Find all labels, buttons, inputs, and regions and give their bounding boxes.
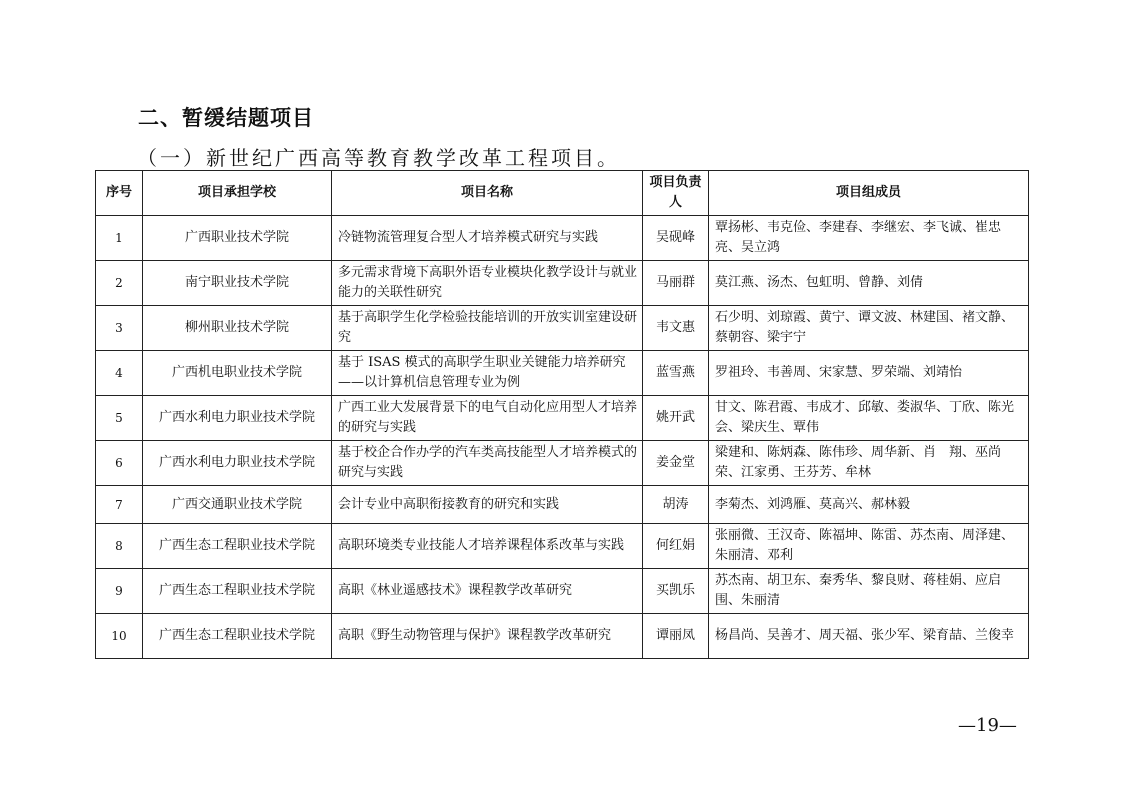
table-row — [96, 569, 1029, 614]
table-row — [96, 306, 1029, 351]
row-leader: 姜金堂 — [643, 441, 709, 486]
table-row — [96, 216, 1029, 261]
row-members: 张丽微、王汉奇、陈福坤、陈雷、苏杰南、周泽建、朱丽清、邓利 — [709, 524, 1029, 569]
row-leader: 韦文惠 — [643, 306, 709, 351]
row-school: 广西水利电力职业技术学院 — [143, 441, 332, 486]
table-row — [96, 261, 1029, 306]
row-index: 3 — [96, 306, 143, 351]
row-index: 1 — [96, 216, 143, 261]
row-school: 广西职业技术学院 — [143, 216, 332, 261]
row-index: 7 — [96, 486, 143, 524]
row-project-name: 基于校企合作办学的汽车类高技能型人才培养模式的研究与实践 — [332, 441, 643, 486]
row-index: 2 — [96, 261, 143, 306]
row-index: 9 — [96, 569, 143, 614]
section-heading: 二、暂缓结题项目 — [138, 106, 314, 130]
table-row — [96, 524, 1029, 569]
row-members: 覃扬彬、韦克俭、李建春、李继宏、李飞诚、崔忠亮、吴立鸿 — [709, 216, 1029, 261]
row-leader: 何红娟 — [643, 524, 709, 569]
subsection-heading: （一）新世纪广西高等教育教学改革工程项目。 — [137, 146, 620, 170]
row-members: 罗祖玲、韦善周、宋家慧、罗荣端、刘靖怡 — [709, 351, 1029, 396]
header-name: 项目名称 — [332, 171, 643, 216]
row-index: 10 — [96, 614, 143, 659]
table-row — [96, 351, 1029, 396]
row-project-name: 基于 ISAS 模式的高职学生职业关键能力培养研究——以计算机信息管理专业为例 — [332, 351, 643, 396]
page-number: —19— — [958, 715, 1017, 736]
row-project-name: 多元需求背境下高职外语专业模块化教学设计与就业能力的关联性研究 — [332, 261, 643, 306]
table-row — [96, 396, 1029, 441]
row-project-name: 高职《林业遥感技术》课程教学改革研究 — [332, 569, 643, 614]
row-index: 4 — [96, 351, 143, 396]
table-row — [96, 486, 1029, 524]
header-members: 项目组成员 — [709, 171, 1029, 216]
row-members: 莫江燕、汤杰、包虹明、曾静、刘倩 — [709, 261, 1029, 306]
row-project-name: 高职《野生动物管理与保护》课程教学改革研究 — [332, 614, 643, 659]
row-project-name: 冷链物流管理复合型人才培养模式研究与实践 — [332, 216, 643, 261]
row-members: 甘文、陈君霞、韦成才、邱敏、娄淑华、丁欣、陈光会、梁庆生、覃伟 — [709, 396, 1029, 441]
row-members: 梁建和、陈炳森、陈伟珍、周华新、肖 翔、巫尚荣、江家勇、王芬芳、牟林 — [709, 441, 1029, 486]
row-project-name: 基于高职学生化学检验技能培训的开放实训室建设研究 — [332, 306, 643, 351]
row-members: 苏杰南、胡卫东、秦秀华、黎良财、蒋桂娟、应启围、朱丽清 — [709, 569, 1029, 614]
row-school: 广西生态工程职业技术学院 — [143, 569, 332, 614]
row-school: 南宁职业技术学院 — [143, 261, 332, 306]
row-school: 广西生态工程职业技术学院 — [143, 614, 332, 659]
header-leader: 项目负责人 — [643, 171, 709, 216]
projects-table — [95, 170, 1029, 659]
row-school: 柳州职业技术学院 — [143, 306, 332, 351]
row-leader: 马丽群 — [643, 261, 709, 306]
row-project-name: 广西工业大发展背景下的电气自动化应用型人才培养的研究与实践 — [332, 396, 643, 441]
row-index: 8 — [96, 524, 143, 569]
table-row — [96, 441, 1029, 486]
row-school: 广西机电职业技术学院 — [143, 351, 332, 396]
row-index: 5 — [96, 396, 143, 441]
row-leader: 买凯乐 — [643, 569, 709, 614]
row-school: 广西水利电力职业技术学院 — [143, 396, 332, 441]
row-leader: 吴砚峰 — [643, 216, 709, 261]
row-members: 石少明、刘琼霞、黄宁、谭文波、林建国、褚文静、蔡朝容、梁宇宁 — [709, 306, 1029, 351]
row-leader: 谭丽凤 — [643, 614, 709, 659]
row-leader: 胡涛 — [643, 486, 709, 524]
table-header-row — [96, 171, 1029, 216]
header-index: 序号 — [96, 171, 143, 216]
header-school: 项目承担学校 — [143, 171, 332, 216]
row-project-name: 会计专业中高职衔接教育的研究和实践 — [332, 486, 643, 524]
row-school: 广西交通职业技术学院 — [143, 486, 332, 524]
row-project-name: 高职环境类专业技能人才培养课程体系改革与实践 — [332, 524, 643, 569]
row-members: 李菊杰、刘鸿雁、莫高兴、郝林毅 — [709, 486, 1029, 524]
row-index: 6 — [96, 441, 143, 486]
row-leader: 蓝雪燕 — [643, 351, 709, 396]
table-row — [96, 614, 1029, 659]
row-members: 杨昌尚、吴善才、周天福、张少军、梁育喆、兰俊幸 — [709, 614, 1029, 659]
row-school: 广西生态工程职业技术学院 — [143, 524, 332, 569]
row-leader: 姚开武 — [643, 396, 709, 441]
